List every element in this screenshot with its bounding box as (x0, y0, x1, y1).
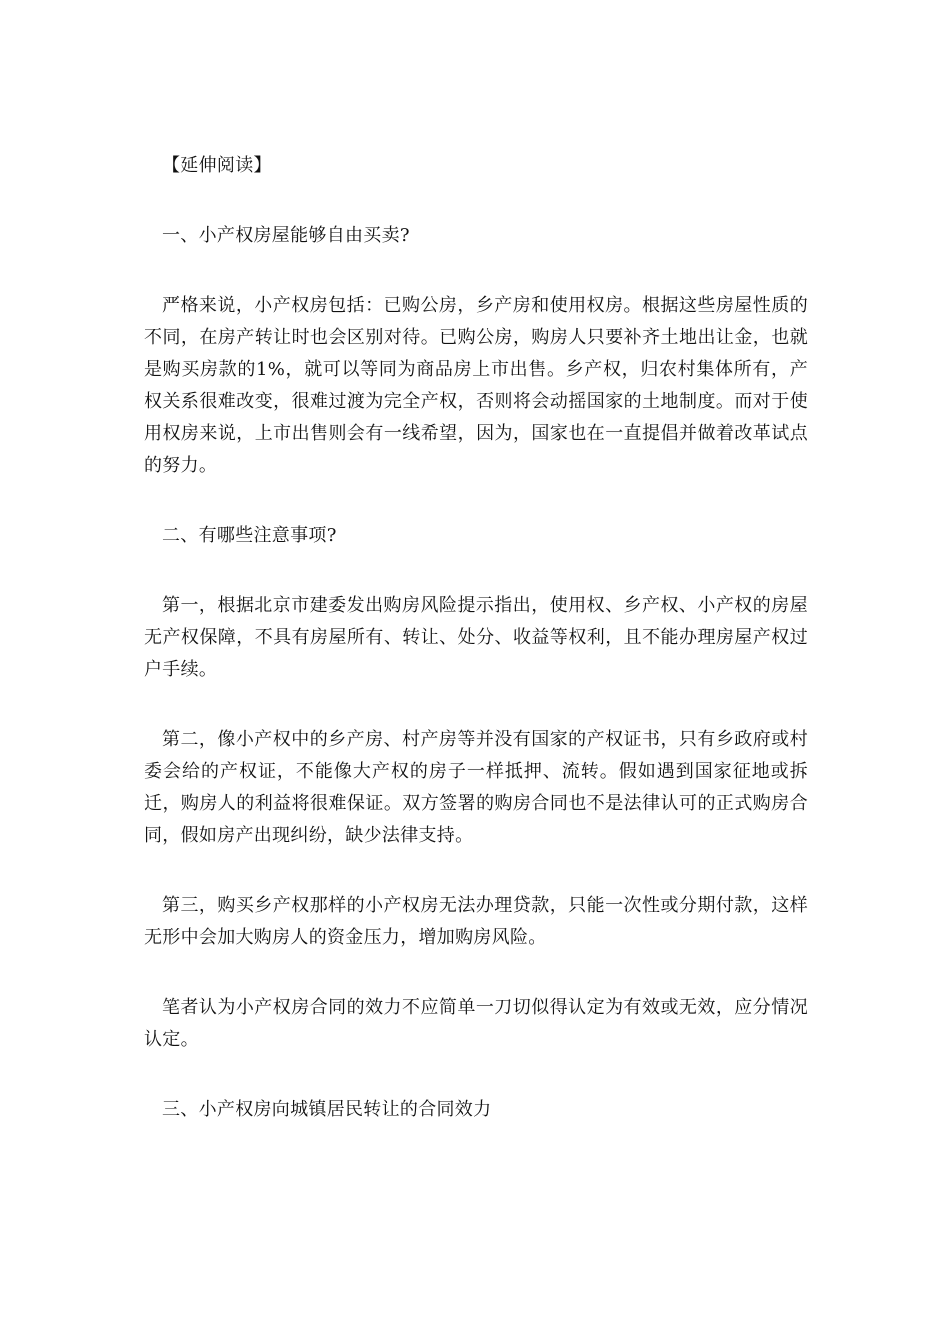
section-1-paragraph: 严格来说，小产权房包括：已购公房，乡产房和使用权房。根据这些房屋性质的不同，在房产转让时也会区别对待。已购公房，购房人只要补齐土地出让金，也就是购买房款的1%，就可以等同为商品房上市出售。乡产权，归农村集体所有，产权关系很难改变，很难过渡为完全产权，否则将会动摇国家的土地制度。而对于使用权房来说，上市出售则会有一线希望，因为，国家也在一直提倡并做着改革试点的努力。 (144, 295, 808, 476)
section-2-point-2: 第二，像小产权中的乡产房、村产房等并没有国家的产权证书，只有乡政府或村委会给的产权证，不能像大产权的房子一样抵押、流转。假如遇到国家征地或拆迁，购房人的利益将很难保证。双方签署的购房合同也不是法律认可的正式购房合同，假如房产出现纠纷，缺少法律支持。 (144, 729, 808, 846)
extended-reading-label: 【延伸阅读】 (162, 155, 272, 176)
section-2-point-1: 第一，根据北京市建委发出购房风险提示指出，使用权、乡产权、小产权的房屋无产权保障，不具有房屋所有、转让、处分、收益等权利，且不能办理房屋产权过户手续。 (144, 595, 808, 680)
document-page (144, 150, 808, 1126)
section-heading-3: 三、小产权房向城镇居民转让的合同效力 (162, 1099, 492, 1120)
section-heading-1: 一、小产权房屋能够自由买卖? (162, 225, 410, 246)
section-heading-2: 二、有哪些注意事项? (162, 525, 337, 546)
author-view-paragraph: 笔者认为小产权房合同的效力不应简单一刀切似得认定为有效或无效，应分情况认定。 (144, 997, 808, 1050)
section-2-point-3: 第三，购买乡产权那样的小产权房无法办理贷款，只能一次性或分期付款，这样无形中会加大购房人的资金压力，增加购房风险。 (144, 895, 808, 948)
